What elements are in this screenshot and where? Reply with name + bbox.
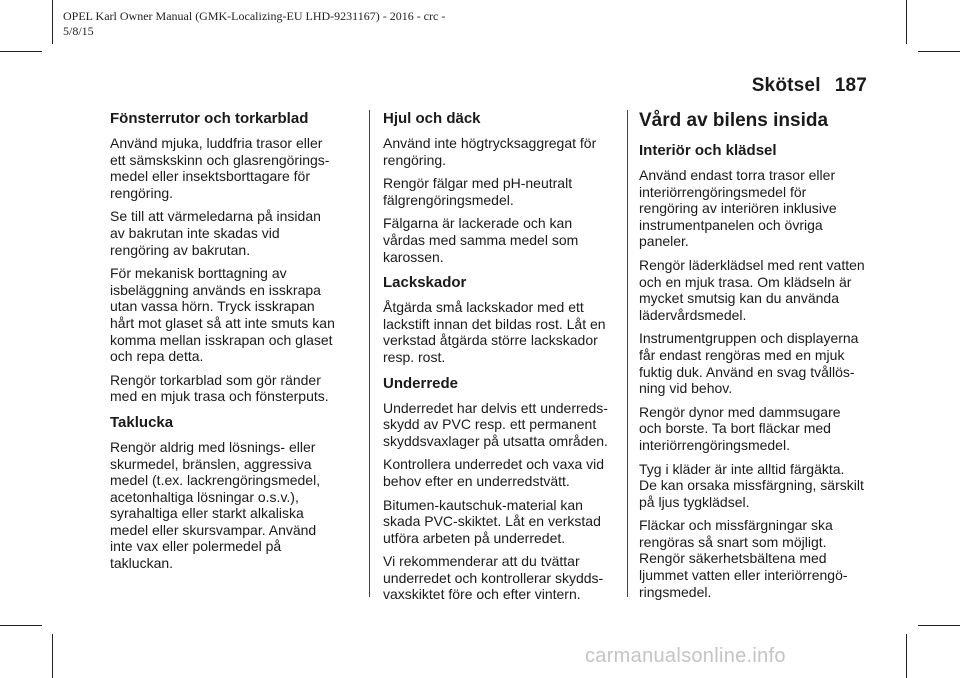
crop-mark-bottom-left — [52, 634, 53, 678]
text-line: resp. rost. — [383, 348, 446, 365]
text-line: Åtgärda små lackskador med ett — [383, 299, 584, 316]
paragraph — [383, 553, 615, 603]
text-line: isbeläggning används en isskrapa — [110, 281, 321, 298]
text-line: skydd av PVC resp. ett permanent — [383, 416, 597, 433]
paragraph — [110, 208, 360, 258]
text-line: utföra arbeten på underredet. — [383, 529, 566, 546]
crop-mark-top-left — [52, 0, 53, 44]
heading-interior-upholstery: Interiör och klädsel — [639, 142, 777, 159]
text-line: vårdas med samma medel som — [383, 231, 579, 248]
text-line: Rengör aldrig med lösnings- eller — [110, 438, 316, 455]
paragraph — [383, 175, 615, 208]
text-line: Rengör läderklädsel med rent vatten — [639, 256, 865, 273]
text-line: mycket smutsig kan du använda — [639, 290, 839, 307]
paragraph — [383, 497, 615, 547]
text-line: rengöring. — [383, 151, 447, 168]
heading-windows-wipers: Fönsterrutor och torkarblad — [110, 110, 309, 127]
text-line: komma mellan isskrapan och glaset — [110, 331, 333, 348]
text-line: De kan orsaka missfärgning, särskilt — [639, 477, 864, 494]
text-line: paneler. — [639, 233, 689, 250]
text-line: rengöras så snart som möjligt. — [639, 533, 827, 550]
text-line: Använd endast torra trasor eller — [639, 167, 836, 183]
crop-mark-top-right — [906, 0, 907, 44]
column-divider — [627, 110, 628, 597]
column-2 — [383, 110, 615, 610]
text-line: medel eller skursvampar. Använd — [110, 521, 317, 538]
text-line: lackstift innan det bildas rost. Låt en — [383, 315, 606, 332]
text-line: interiörrengöringsmedel för — [639, 183, 807, 200]
text-line: av bakrutan inte skadas vid — [110, 224, 280, 241]
paragraph — [110, 135, 360, 201]
paragraph — [110, 265, 360, 365]
paragraph — [639, 167, 915, 250]
section-title: Skötsel — [751, 75, 821, 96]
text-line: rengöring. — [110, 184, 174, 201]
text-line: medel (t.ex. lackrengöringsmedel, — [110, 472, 321, 489]
text-line: Tyg i kläder är inte alltid färgäkta. — [639, 460, 845, 477]
crop-mark-top-right-h — [918, 51, 960, 52]
text-line: Instrumentgruppen och displayerna — [639, 330, 859, 347]
paragraph — [110, 439, 360, 572]
section-heading-interior-care: Vård av bilens insida — [639, 110, 829, 131]
crop-mark-bottom-left-h — [0, 625, 42, 626]
text-line: skurmedel, bränslen, aggressiva — [110, 455, 312, 472]
column-1 — [110, 110, 360, 579]
text-line: ljummet vatten eller interiörrengö- — [639, 567, 848, 584]
text-line: ning vid behov. — [639, 380, 733, 397]
text-line: rengöring av bakrutan. — [110, 241, 251, 258]
text-line: Bitumen-kautschuk-material kan — [383, 496, 583, 513]
text-line: Använd mjuka, luddfria trasor eller — [110, 135, 323, 151]
watermark: carmanualsonline.info — [585, 645, 786, 667]
heading-underbody: Underrede — [383, 374, 459, 392]
text-line: Vi rekommenderar att du tvättar — [383, 553, 580, 570]
text-line: Fälgarna är lackerade och kan — [383, 215, 573, 232]
text-line: instrumentpanelen och övriga — [639, 216, 823, 233]
heading-sunroof: Taklucka — [110, 413, 174, 431]
text-line: ett sämskskinn och glasrengörings- — [110, 151, 330, 168]
text-line: Underredet har delvis ett underreds- — [383, 399, 608, 416]
paragraph — [383, 456, 615, 489]
text-line: får endast rengöras med en mjuk — [639, 346, 845, 363]
paragraph — [639, 330, 915, 396]
text-line: fälgrengöringsmedel. — [383, 191, 514, 208]
column-3 — [639, 110, 915, 607]
text-line: Rengör torkarblad som gör ränder — [110, 371, 321, 388]
text-line: Se till att värmeledarna på insidan — [110, 208, 321, 225]
text-line: lädervårdsmedel. — [639, 306, 747, 323]
crop-mark-bottom-right — [906, 634, 907, 678]
paragraph — [639, 404, 915, 454]
text-line: ringsmedel. — [639, 583, 712, 600]
text-line: hårt mot glaset så att inte smuts kan — [110, 314, 335, 331]
heading-wheels-tyres: Hjul och däck — [383, 110, 481, 127]
text-line: karossen. — [383, 248, 444, 265]
text-line: skada PVC-skiktet. Låt en verkstad — [383, 513, 601, 530]
text-line: underredet och kontrollerar skydds- — [383, 569, 604, 586]
text-line: behov efter en underredstvätt. — [383, 472, 570, 489]
text-line: takluckan. — [110, 555, 174, 572]
text-line: skyddsvaxlager på utsatta områden. — [383, 432, 608, 449]
paragraph — [639, 461, 915, 511]
text-line: syrahaltiga eller starkt alkaliska — [110, 505, 304, 522]
text-line: fuktig duk. Använd en svag tvållös- — [639, 363, 855, 380]
text-line: rengöring av interiören inklusive — [639, 200, 837, 217]
paragraph — [639, 517, 915, 600]
heading-paint-damage: Lackskador — [383, 274, 467, 292]
text-line: För mekanisk borttagning av — [110, 265, 287, 282]
text-line: Rengör dynor med dammsugare — [639, 403, 841, 420]
print-metadata-line1: OPEL Karl Owner Manual (GMK-Localizing-EU LHD-9231167) - 2016 - crc - — [63, 9, 446, 23]
text-line: medel eller insektsborttagare för — [110, 168, 310, 185]
text-line: med en mjuk trasa och fönsterputs. — [110, 388, 329, 405]
page-number: 187 — [834, 75, 867, 96]
text-line: acetonhaltiga lösningar o.s.v.), — [110, 488, 299, 505]
crop-mark-top-left-h — [0, 51, 42, 52]
paragraph — [383, 400, 615, 450]
text-line: Rengör säkerhetsbältena med — [639, 550, 827, 567]
print-metadata-line2: 5/8/15 — [63, 24, 94, 38]
text-line: på ljus tygklädsel. — [639, 493, 750, 510]
text-line: interiörrengöringsmedel. — [639, 436, 790, 453]
paragraph — [383, 215, 615, 265]
crop-mark-bottom-right-h — [918, 625, 960, 626]
text-line: och en mjuk trasa. Om klädseln är — [639, 273, 852, 290]
text-line: utan vassa hörn. Tryck isskrapan — [110, 298, 315, 315]
paragraph — [110, 372, 360, 405]
paragraph — [383, 299, 615, 365]
text-line: Använd inte högtrycksaggregat för — [383, 135, 597, 151]
running-header — [752, 75, 867, 97]
text-line: Fläckar och missfärgningar ska — [639, 517, 833, 534]
paragraph — [639, 257, 915, 323]
text-line: och borste. Ta bort fläckar med — [639, 420, 831, 437]
text-line: Rengör fälgar med pH-neutralt — [383, 175, 573, 192]
text-line: verkstad åtgärda större lackskador — [383, 332, 598, 349]
text-line: vaxskiktet före och efter vintern. — [383, 586, 581, 603]
print-metadata — [63, 9, 445, 39]
paragraph — [383, 135, 615, 168]
text-line: Kontrollera underredet och vaxa vid — [383, 456, 605, 473]
text-line: inte vax eller polermedel på — [110, 538, 282, 555]
column-divider — [369, 110, 370, 597]
text-line: och repa detta. — [110, 348, 204, 365]
